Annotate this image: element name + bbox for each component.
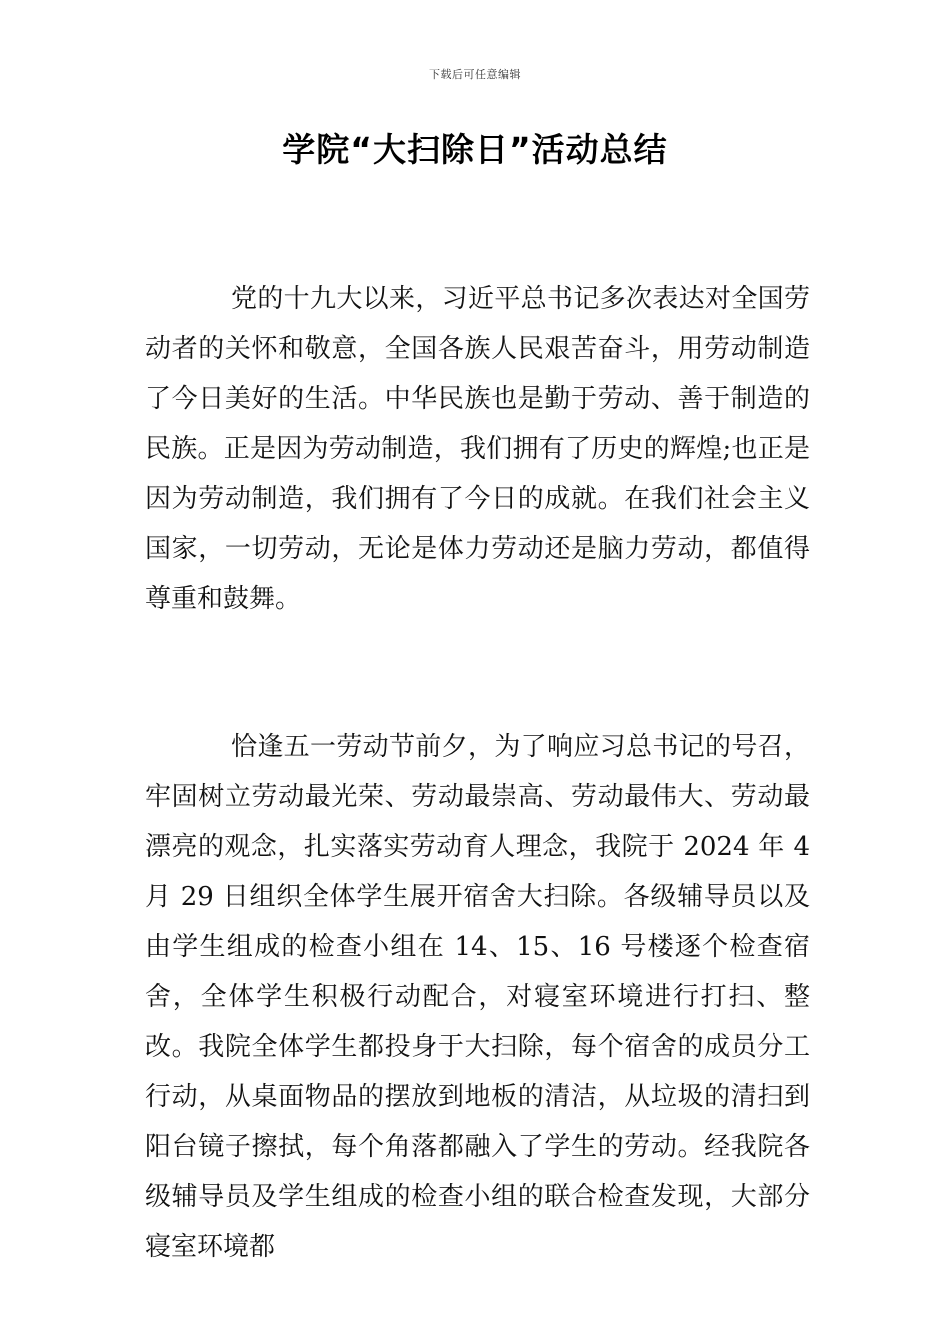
header-note: 下载后可任意编辑 [429, 68, 521, 81]
document-title: 学院“大扫除日”活动总结 [282, 130, 668, 169]
body-paragraph: 党的十九大以来，习近平总书记多次表达对全国劳动者的关怀和敬意，全国各族人民艰苦奋斗，用劳动制造了今日美好的生活。中华民族也是勤于劳动、善于制造的民族。正是因为劳动制造，我们拥有了历史的辉煌;也正是因为劳动制造，我们拥有了今日的成就。在我们社会主义国家，一切劳动，无论是体力劳动还是脑力劳动，都值得尊重和鼓舞。 [145, 284, 810, 614]
body-paragraph: 恰逢五一劳动节前夕，为了响应习总书记的号召，牢固树立劳动最光荣、劳动最崇高、劳动最伟大、劳动最漂亮的观念，扎实落实劳动育人理念，我院于 2024 年 4 月 29 日组织全体学生展开宿舍大扫除。各级辅导员以及由学生组成的检查小组在 14、15、16 号楼逐个检查宿舍，全体学生积极行动配合，对寝室环境进行打扫、整改。我院全体学生都投身于大扫除，每个宿舍的成员分工行动，从桌面物品的摆放到地板的清洁，从垃圾的清扫到阳台镜子擦拭，每个角落都融入了学生的劳动。经我院各级辅导员及学生组成的检查小组的联合检查发现，大部分寝室环境都 [145, 732, 810, 1262]
